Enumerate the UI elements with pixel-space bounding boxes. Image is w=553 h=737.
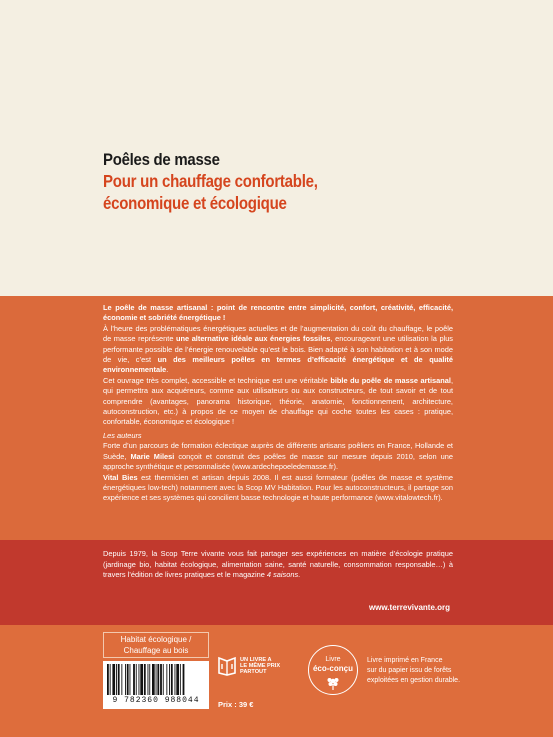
description-lead: Le poêle de masse artisanal : point de rencontre entre simplicité, confort, créativité, efficacité, économie et sobriété énergétique ! [103, 303, 453, 323]
ulp-line1: UN LIVRE A [240, 657, 272, 663]
eco-badge-line1: Livre [325, 656, 341, 663]
barcode-bar [157, 664, 159, 695]
barcode-bar [110, 664, 111, 695]
publisher-description: Depuis 1979, la Scop Terre vivante vous fait partager ses expériences en matière d’écologie pratique (jardinage bio, habitat écologique, alimentation saine, santé naturelle, consommation responsable…) à travers l’édition de livres pratiques et le magazine 4 saisons. [103, 549, 453, 580]
barcode-bars [107, 664, 205, 695]
barcode [103, 661, 209, 709]
eco-badge-line2: éco-conçu [312, 664, 353, 673]
barcode-bar [121, 664, 122, 695]
barcode-bar [176, 664, 179, 695]
book-logo-icon [218, 656, 236, 676]
author-1-bio: Forte d’un parcours de formation éclectique auprès de différents artisans poêliers en France, Hollande et Suède, Marie Milesi conçoit et construit des poêles de masse sur mesure depuis 2010, selon une approche synthétique et personnalisée (www.ardechepoeledemasse.fr). [103, 441, 453, 472]
book-subtitle-line2: économique et écologique [103, 193, 287, 213]
orange-bottom-panel [0, 625, 553, 737]
eco-design-badge [308, 645, 358, 695]
ulp-line3: PARTOUT [240, 669, 267, 676]
barcode-bar [148, 664, 149, 695]
barcode-bar [127, 664, 129, 695]
description-paragraph-1: À l’heure des problématiques énergétiques actuelles et de l’augmentation du coût du chauffage, le poêle de masse représente une alternative idéale aux énergies fossiles, encourageant une utilisation la plus performante possible de l’énergie renouvelable qu’est le bois. Bien adapté à son habitation et à son mode de vie, c’est un des meilleurs poêles en termes d’efficacité énergétique et de qualité environnementale. [103, 323, 454, 375]
barcode-bar [107, 664, 109, 695]
price: Prix : 39 € [218, 700, 254, 709]
eco-print-note: Livre imprimé en France sur du papier issu de forêts exploitées en gestion durable. [367, 657, 461, 684]
barcode-bar [175, 664, 176, 695]
publisher-website[interactable]: www.terrevivante.org [368, 603, 450, 612]
ulp-logo [218, 656, 280, 676]
barcode-bar [160, 664, 162, 695]
book-description [103, 303, 453, 504]
barcode-bar [149, 664, 150, 695]
barcode-bar [139, 664, 140, 695]
cream-top-panel [0, 0, 553, 296]
description-paragraph-2: Cet ouvrage très complet, accessible et technique est une véritable bible du poêle de masse artisanal, qui permettra aux acquéreurs, comme aux utilisateurs ou aux constructeurs, de tout savoir et de tout comprendre (avantages, panorama historique, théorie, anatomie, fonctionnement, architecture, autoconstruction, etc.) à propos de ce moyen de chauffage qui coche toutes les cases : pratique, confortable, économique et écologique ! [103, 375, 453, 427]
barcode-bar [156, 664, 157, 695]
barcode-bar [116, 664, 117, 695]
barcode-bar [118, 664, 120, 695]
barcode-bar [136, 664, 137, 695]
author-2-bio: Vital Bies est thermicien et artisan depuis 2008. Il est aussi formateur (poêles de masse et système énergétiques low-tech) notamment avec la Scop MV Habitation. Pour les autoconstructeurs, il partage son expérience et ses systèmes qui concilient basse technologie et haute performance (www.vitalowtech.fr). [103, 472, 454, 503]
barcode-bar [144, 664, 146, 695]
barcode-bar [133, 664, 135, 695]
barcode-bar [169, 664, 170, 695]
barcode-bar [166, 664, 167, 695]
book-title: Poêles de masse [103, 150, 220, 169]
barcode-bar [140, 664, 143, 695]
isbn-number: 9 782360 988044 [112, 696, 200, 705]
category-label: Habitat écologique / Chauffage au bois [103, 632, 209, 658]
book-subtitle-line1: Pour un chauffage confortable, [103, 171, 318, 191]
barcode-bar [112, 664, 115, 695]
barcode-bar [125, 664, 126, 695]
barcode-bar [171, 664, 173, 695]
barcode-bar [180, 664, 181, 695]
barcode-bar [152, 664, 155, 695]
authors-heading: Les auteurs [103, 430, 142, 440]
barcode-bar [130, 664, 131, 695]
barcode-bar [183, 664, 185, 695]
ulp-line2: LE MÊME PRIX [240, 663, 281, 670]
title-block [103, 150, 353, 214]
barcode-bar [163, 664, 164, 695]
flower-icon [325, 676, 341, 690]
